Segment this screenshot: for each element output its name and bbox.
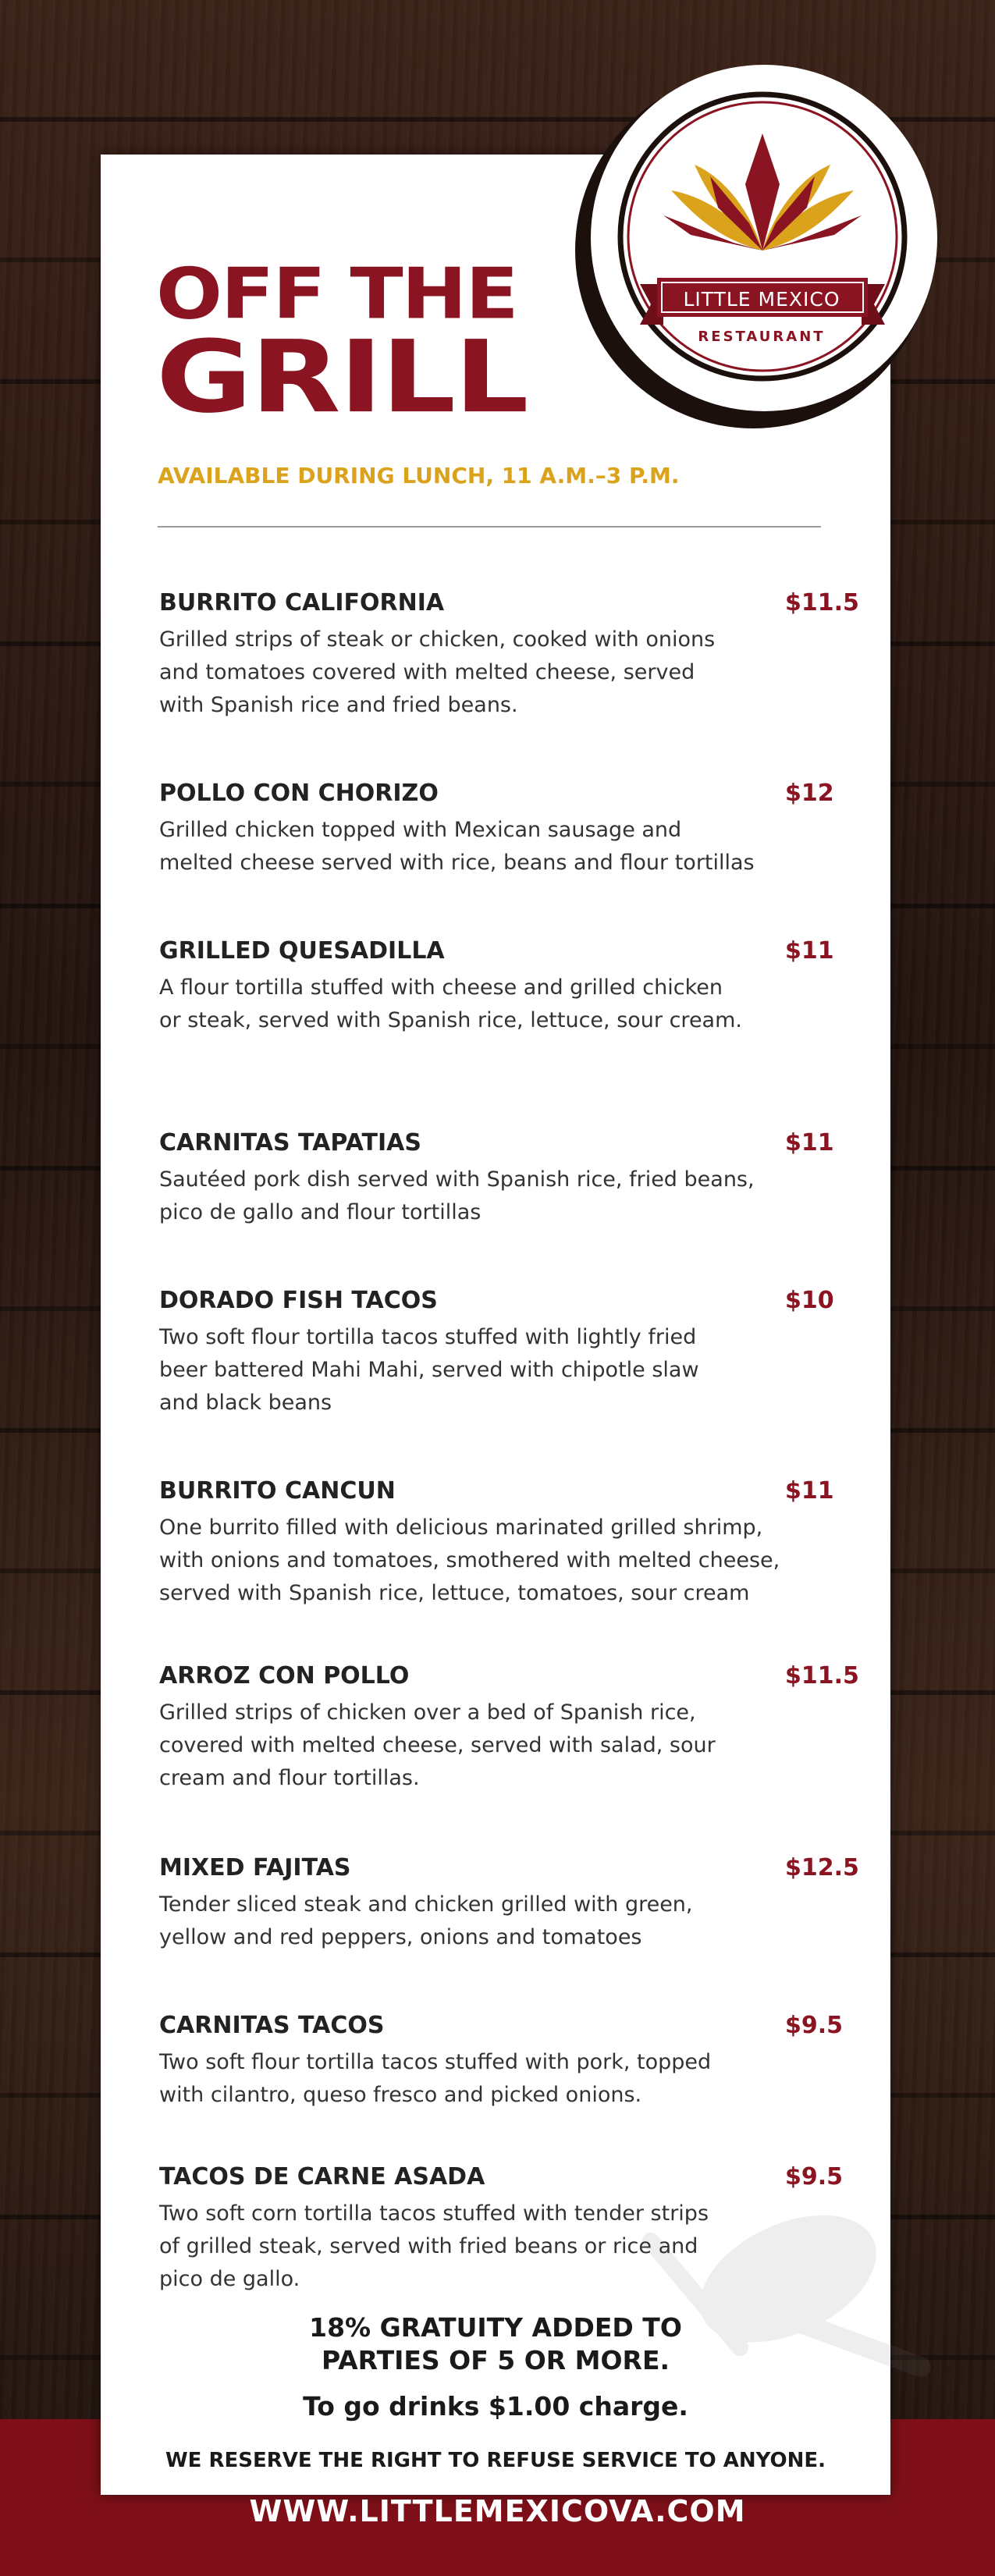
menu-item-description: Grilled chicken topped with Mexican sausage and melted cheese served with rice, beans and flour tortillas bbox=[159, 818, 755, 875]
header-divider bbox=[158, 526, 821, 528]
menu-item-description: Two soft corn tortilla tacos stuffed with tender strips of grilled steak, served with fried beans or rice and pico de gallo. bbox=[159, 2201, 709, 2291]
menu-item-price: $11 bbox=[785, 1129, 834, 1157]
website-link[interactable]: WWW.LITTLEMEXICOVA.COM bbox=[249, 2494, 746, 2528]
menu-item-name: BURRITO CANCUN bbox=[159, 1477, 396, 1505]
gratuity-note: 18% GRATUITY ADDED TO PARTIES OF 5 OR MORE. bbox=[309, 2312, 682, 2375]
logo-subtitle: RESTAURANT bbox=[698, 329, 826, 345]
menu-item-description: A flour tortilla stuffed with cheese and grilled chicken or steak, served with Spanish rice, lettuce, sour cream. bbox=[159, 975, 742, 1032]
to-go-drinks-note: To go drinks $1.00 charge. bbox=[303, 2391, 688, 2421]
menu-item-description: Sautéed pork dish served with Spanish rice, fried beans, pico de gallo and flour tortillas bbox=[159, 1167, 755, 1224]
menu-item-price: $11.5 bbox=[785, 589, 859, 616]
menu-item-price: $12.5 bbox=[785, 1854, 859, 1881]
menu-item-name: CARNITAS TAPATIAS bbox=[159, 1129, 421, 1157]
page-title-line-2: GRILL bbox=[156, 319, 528, 435]
menu-item-name: ARROZ CON POLLO bbox=[159, 1662, 410, 1690]
menu-item-name: MIXED FAJITAS bbox=[159, 1854, 351, 1881]
service-policy-note: WE RESERVE THE RIGHT TO REFUSE SERVICE TO ANYONE. bbox=[165, 2449, 826, 2472]
availability-subtitle: AVAILABLE DURING LUNCH, 11 A.M.–3 P.M. bbox=[158, 463, 680, 489]
menu-item-price: $11 bbox=[785, 1477, 834, 1505]
menu-item-name: BURRITO CALIFORNIA bbox=[159, 589, 445, 616]
menu-item-description: Two soft flour tortilla tacos stuffed with lightly fried beer battered Mahi Mahi, served with chipotle slaw and black beans bbox=[159, 1325, 699, 1415]
menu-item-description: Tender sliced steak and chicken grilled with green, yellow and red peppers, onions and tomatoes bbox=[159, 1892, 693, 1949]
page-title-line-1: OFF THE bbox=[156, 252, 517, 335]
menu-item-price: $9.5 bbox=[785, 2012, 844, 2039]
menu-item-description: One burrito filled with delicious marinated grilled shrimp, with onions and tomatoes, smothered with melted cheese, served with Spanish rice, lettuce, tomatoes, sour cream bbox=[159, 1515, 780, 1605]
menu-item-price: $11 bbox=[785, 937, 834, 965]
menu-item-description: Grilled strips of chicken over a bed of Spanish rice, covered with melted cheese, served with salad, sour cream and flour tortillas. bbox=[159, 1700, 716, 1790]
menu-item-name: DORADO FISH TACOS bbox=[159, 1287, 438, 1314]
logo-name: LITTLE MEXICO bbox=[683, 288, 840, 311]
menu-item-description: Grilled strips of steak or chicken, cooked with onions and tomatoes covered with melted cheese, served with Spanish rice and fried beans. bbox=[159, 627, 716, 717]
menu-item-price: $12 bbox=[785, 780, 834, 807]
menu-item-price: $9.5 bbox=[785, 2163, 844, 2190]
menu-item-price: $10 bbox=[785, 1287, 834, 1314]
menu-item-price: $11.5 bbox=[785, 1662, 859, 1690]
menu-item-name: CARNITAS TACOS bbox=[159, 2012, 385, 2039]
menu-item-name: GRILLED QUESADILLA bbox=[159, 937, 445, 965]
menu-item-description: Two soft flour tortilla tacos stuffed with pork, topped with cilantro, queso fresco and picked onions. bbox=[159, 2050, 712, 2107]
menu-item-name: TACOS DE CARNE ASADA bbox=[159, 2163, 485, 2190]
menu-item-name: POLLO CON CHORIZO bbox=[159, 780, 439, 807]
